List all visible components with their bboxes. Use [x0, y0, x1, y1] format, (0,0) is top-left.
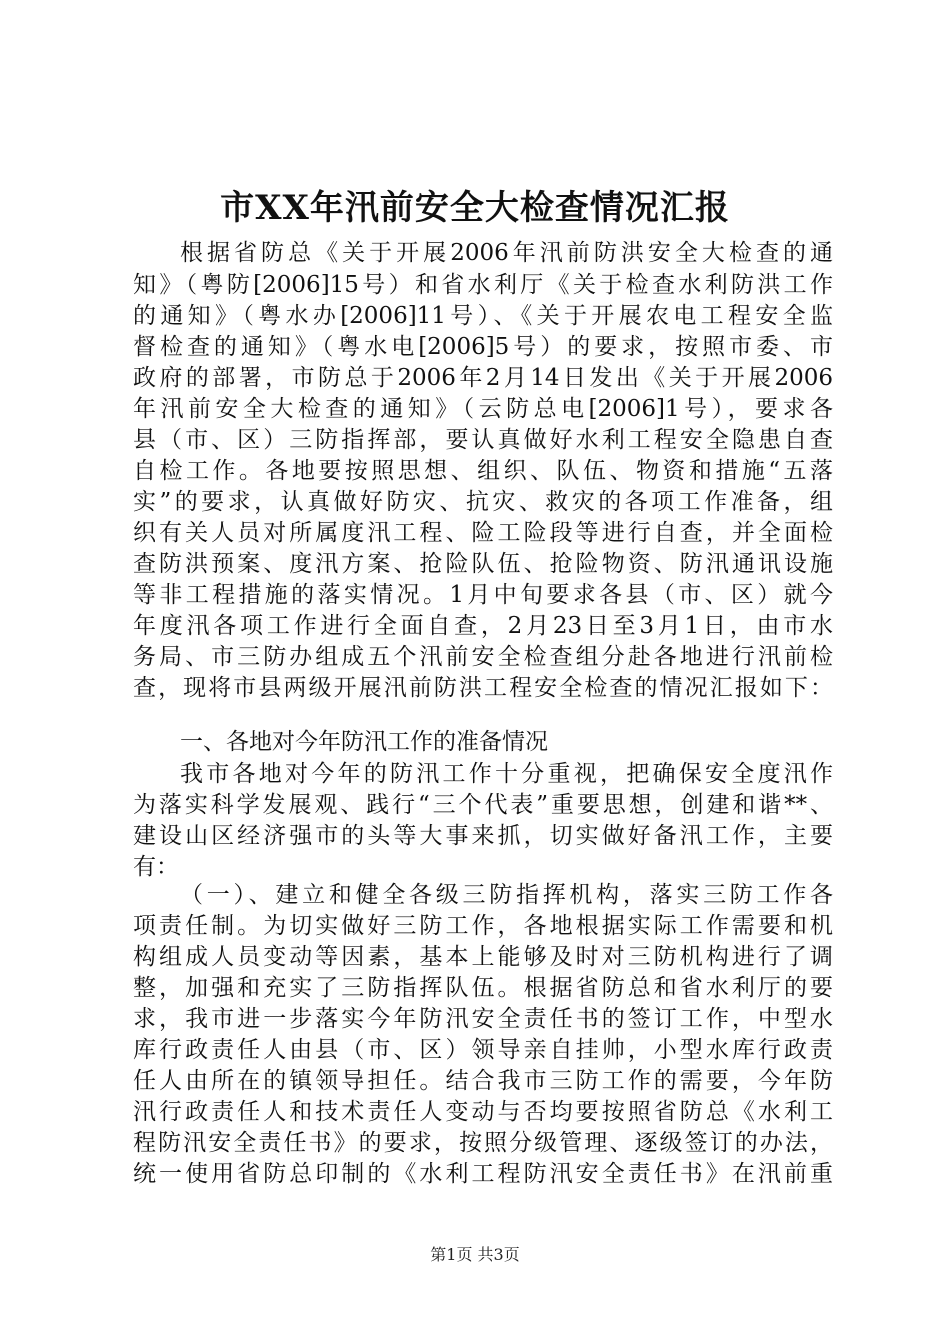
paragraph-line: 的通知》（粤水办[2006]11号）、《关于开展农电工程安全监 — [133, 303, 833, 329]
paragraph-line: 务局、市三防办组成五个汛前安全检查组分赴各地进行汛前检 — [133, 644, 833, 670]
paragraph-line: 年汛前安全大检查的通知》（云防总电[2006]1号），要求各 — [133, 396, 833, 422]
section-heading: 一、各地对今年防汛工作的准备情况 — [180, 729, 548, 755]
paragraph-line: 任人由所在的镇领导担任。结合我市三防工作的需要，今年防 — [133, 1068, 833, 1094]
document-title: 市XX年汛前安全大检查情况汇报 — [220, 188, 730, 228]
paragraph-line: 查防洪预案、度汛方案、抢险队伍、抢险物资、防汛通讯设施 — [133, 551, 833, 577]
page-footer: 第1页 共3页 — [430, 1245, 520, 1264]
paragraph-line: 织有关人员对所属度汛工程、险工险段等进行自查，并全面检 — [133, 520, 833, 546]
paragraph-line: 政府的部署，市防总于2006年2月14日发出《关于开展2006 — [133, 365, 833, 391]
paragraph-line: 年度汛各项工作进行全面自查，2月23日至3月1日，由市水 — [133, 613, 833, 639]
paragraph-line: 为落实科学发展观、践行“三个代表”重要思想，创建和谐**、 — [133, 792, 833, 818]
paragraph-line: 整，加强和充实了三防指挥队伍。根据省防总和省水利厅的要 — [133, 975, 833, 1001]
paragraph-line: 有： — [133, 854, 179, 880]
paragraph-line: 求，我市进一步落实今年防汛安全责任书的签订工作，中型水 — [133, 1006, 833, 1032]
paragraph-line: 汛行政责任人和技术责任人变动与否均要按照省防总《水利工 — [133, 1099, 833, 1125]
paragraph-line: 等非工程措施的落实情况。1月中旬要求各县（市、区）就今 — [133, 582, 833, 608]
paragraph-line: 实”的要求，认真做好防灾、抗灾、救灾的各项工作准备，组 — [133, 489, 833, 515]
paragraph-line: 建设山区经济强市的头等大事来抓，切实做好备汛工作，主要 — [133, 823, 833, 849]
paragraph-line: 统一使用省防总印制的《水利工程防汛安全责任书》在汛前重 — [133, 1161, 833, 1187]
paragraph-line: 我市各地对今年的防汛工作十分重视，把确保安全度汛作 — [180, 761, 833, 787]
paragraph-line: 知》（粤防[2006]15号）和省水利厅《关于检查水利防洪工作 — [133, 272, 833, 298]
paragraph-line: 县（市、区）三防指挥部，要认真做好水利工程安全隐患自查 — [133, 427, 833, 453]
paragraph-line: 根据省防总《关于开展2006年汛前防洪安全大检查的通 — [180, 240, 833, 266]
paragraph-line: 构组成人员变动等因素，基本上能够及时对三防机构进行了调 — [133, 944, 833, 970]
paragraph-line: 库行政责任人由县（市、区）领导亲自挂帅，小型水库行政责 — [133, 1037, 833, 1063]
paragraph-line: 自检工作。各地要按照思想、组织、队伍、物资和措施“五落 — [133, 458, 833, 484]
paragraph-line: 督检查的通知》（粤水电[2006]5号）的要求，按照市委、市 — [133, 334, 833, 360]
paragraph-line: （一）、建立和健全各级三防指挥机构，落实三防工作各 — [180, 882, 833, 908]
paragraph-line: 程防汛安全责任书》的要求，按照分级管理、逐级签订的办法， — [133, 1130, 833, 1156]
paragraph-line: 项责任制。为切实做好三防工作，各地根据实际工作需要和机 — [133, 913, 833, 939]
paragraph-line: 查，现将市县两级开展汛前防洪工程安全检查的情况汇报如下： — [133, 675, 833, 701]
